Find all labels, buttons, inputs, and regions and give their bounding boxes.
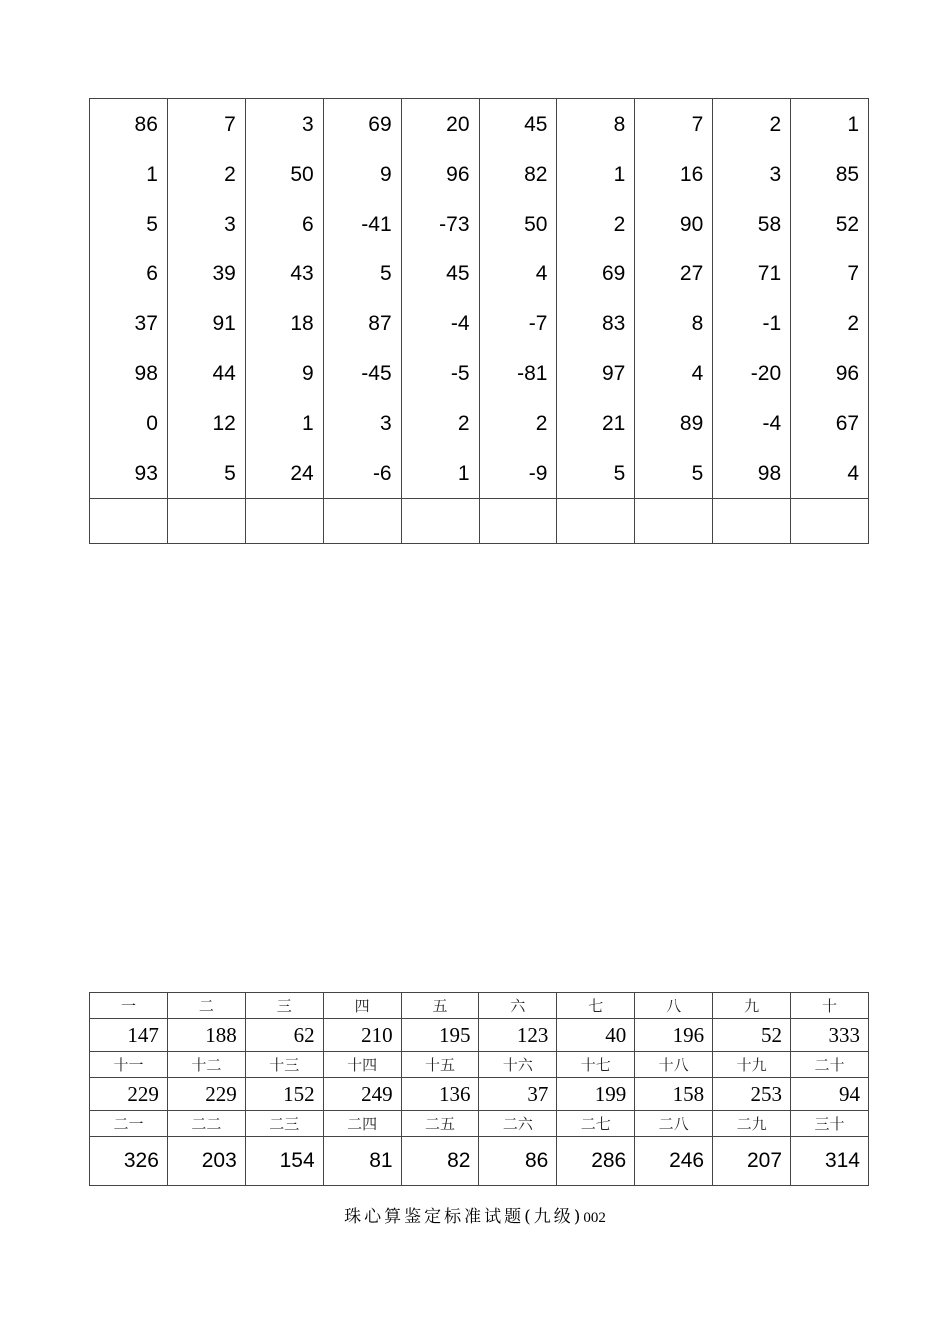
answer-value: 152: [245, 1078, 323, 1111]
question-number-label: 二九: [713, 1111, 791, 1137]
problem-number: 52: [835, 212, 860, 236]
problem-number: 9: [379, 162, 392, 186]
problem-number: 91: [212, 312, 236, 336]
problem-number: 20: [446, 113, 470, 136]
problem-number: 96: [446, 162, 470, 186]
question-number-label: 十八: [635, 1052, 713, 1078]
answer-box[interactable]: [635, 498, 712, 543]
question-number-label: 十九: [713, 1052, 791, 1078]
problem-numbers: [557, 99, 634, 498]
answer-value: 207: [713, 1137, 791, 1186]
problem-number: 2: [847, 312, 860, 336]
answer-value: 326: [90, 1137, 168, 1186]
problem-number: 1: [302, 411, 314, 435]
problem-number: 18: [290, 312, 314, 336]
problem-number: 39: [212, 262, 236, 286]
problem-number: 86: [134, 113, 158, 136]
problem-column: [402, 99, 480, 543]
question-number-label: 二七: [557, 1111, 635, 1137]
answer-value: 246: [635, 1137, 713, 1186]
question-number-label: 二: [167, 993, 245, 1019]
question-number-label: 十: [791, 993, 869, 1019]
problem-number: 9: [302, 361, 314, 385]
answer-value: 253: [713, 1078, 791, 1111]
problem-number: 3: [769, 162, 782, 186]
problem-number: 1: [146, 162, 158, 186]
problems-table: [89, 98, 869, 544]
problem-number: 16: [679, 162, 704, 186]
problem-number: 12: [212, 411, 236, 435]
problem-number: 0: [146, 411, 158, 435]
problem-number: 43: [290, 262, 314, 286]
problem-number: 85: [835, 162, 860, 186]
question-number-label: 七: [557, 993, 635, 1019]
problem-number: 4: [691, 361, 704, 385]
problem-number: 5: [691, 461, 704, 485]
problem-number: 3: [224, 212, 236, 236]
question-number-label: 十三: [245, 1052, 323, 1078]
problem-number: 7: [224, 113, 236, 136]
answer-value: 81: [323, 1137, 401, 1186]
problem-number: 50: [524, 212, 548, 236]
problem-number: -4: [450, 312, 470, 336]
problem-number: 37: [134, 312, 158, 336]
problem-column: [635, 99, 713, 543]
answer-value: 158: [635, 1078, 713, 1111]
problem-number: 21: [601, 411, 626, 435]
page-footer: [0, 1202, 950, 1227]
problem-numbers: [402, 99, 479, 498]
answer-key-table: [89, 992, 869, 1186]
question-number-label: 三十: [791, 1111, 869, 1137]
problem-numbers: [324, 99, 401, 498]
question-number-label: 三: [245, 993, 323, 1019]
problem-number: 87: [368, 312, 392, 336]
answer-value: 188: [167, 1019, 245, 1052]
problem-number: 1: [613, 162, 626, 186]
problem-number: 2: [224, 162, 236, 186]
problem-number: 45: [524, 113, 548, 136]
problem-number: 5: [379, 262, 392, 286]
question-number-label: 十五: [401, 1052, 479, 1078]
problem-number: 7: [691, 113, 704, 136]
problem-number: -6: [372, 461, 392, 485]
answer-value: 196: [635, 1019, 713, 1052]
problem-number: 6: [146, 262, 158, 286]
problem-number: 27: [679, 262, 704, 286]
question-number-label: 二十: [791, 1052, 869, 1078]
answer-box[interactable]: [557, 498, 634, 543]
problem-number: -73: [439, 212, 470, 236]
problem-number: -4: [762, 411, 782, 435]
problem-numbers: [246, 99, 323, 498]
problem-number: 44: [212, 361, 236, 385]
answer-key-value-row: [90, 1078, 869, 1111]
question-number-label: 二一: [90, 1111, 168, 1137]
answer-box[interactable]: [791, 498, 868, 543]
problem-numbers: [635, 99, 712, 498]
problem-number: 1: [457, 461, 470, 485]
problem-number: 93: [134, 461, 158, 485]
answer-box[interactable]: [246, 498, 323, 543]
question-number-label: 八: [635, 993, 713, 1019]
answer-value: 52: [713, 1019, 791, 1052]
question-number-label: 二六: [479, 1111, 557, 1137]
answer-box[interactable]: [402, 498, 479, 543]
answer-value: 203: [167, 1137, 245, 1186]
problem-number: 5: [224, 461, 236, 485]
problem-number: 4: [535, 262, 548, 286]
answer-value: 40: [557, 1019, 635, 1052]
footer-code: 002: [583, 1210, 606, 1226]
answer-box[interactable]: [713, 498, 790, 543]
question-number-label: 十一: [90, 1052, 168, 1078]
problem-column: [90, 99, 168, 543]
problem-number: -45: [361, 361, 392, 385]
question-number-label: 六: [479, 993, 557, 1019]
answer-key-label-row: [90, 1111, 869, 1137]
answer-value: 314: [791, 1137, 869, 1186]
problem-number: 58: [757, 212, 782, 236]
problem-number: 2: [769, 113, 782, 136]
answer-value: 82: [401, 1137, 479, 1186]
problem-number: 5: [146, 212, 158, 236]
problem-number: -9: [528, 461, 548, 485]
answer-value: 286: [557, 1137, 635, 1186]
answer-value: 229: [167, 1078, 245, 1111]
problem-number: 69: [601, 262, 626, 286]
problem-number: 6: [302, 212, 314, 236]
problem-number: 90: [679, 212, 704, 236]
question-number-label: 十六: [479, 1052, 557, 1078]
question-number-label: 十七: [557, 1052, 635, 1078]
footer-title: 珠心算鉴定标准试题(九级): [344, 1207, 584, 1227]
problem-column: [246, 99, 324, 543]
problem-number: 3: [302, 113, 314, 136]
problem-numbers: [90, 99, 167, 498]
problem-column: [713, 99, 791, 543]
question-number-label: 二二: [167, 1111, 245, 1137]
answer-value: 62: [245, 1019, 323, 1052]
answer-value: 147: [90, 1019, 168, 1052]
problem-number: 3: [379, 411, 392, 435]
problem-numbers: [480, 99, 557, 498]
answer-value: 37: [479, 1078, 557, 1111]
answer-box[interactable]: [324, 498, 401, 543]
problem-number: 98: [134, 361, 158, 385]
problem-number: 67: [835, 411, 860, 435]
answer-value: 136: [401, 1078, 479, 1111]
question-number-label: 二三: [245, 1111, 323, 1137]
problem-number: -5: [450, 361, 470, 385]
problem-column: [791, 99, 868, 543]
problem-number: 71: [757, 262, 782, 286]
answer-key-label-row: [90, 1052, 869, 1078]
problem-number: -81: [517, 361, 548, 385]
question-number-label: 五: [401, 993, 479, 1019]
question-number-label: 二四: [323, 1111, 401, 1137]
question-number-label: 四: [323, 993, 401, 1019]
answer-value: 210: [323, 1019, 401, 1052]
problem-number: 96: [835, 361, 860, 385]
answer-key-label-row: [90, 993, 869, 1019]
problem-numbers: [713, 99, 790, 498]
problem-number: 2: [535, 411, 548, 435]
answer-key-value-row: [90, 1019, 869, 1052]
problem-column: [480, 99, 558, 543]
problem-number: 5: [613, 461, 626, 485]
answer-value: 86: [479, 1137, 557, 1186]
answer-key-value-row: [90, 1137, 869, 1186]
problem-number: 69: [368, 113, 392, 136]
answer-value: 199: [557, 1078, 635, 1111]
problem-number: 98: [757, 461, 782, 485]
problem-number: 89: [679, 411, 704, 435]
problem-column: [168, 99, 246, 543]
question-number-label: 二八: [635, 1111, 713, 1137]
answer-value: 195: [401, 1019, 479, 1052]
answer-value: 123: [479, 1019, 557, 1052]
problem-number: 4: [847, 461, 860, 485]
problem-numbers: [168, 99, 245, 498]
question-number-label: 九: [713, 993, 791, 1019]
problem-number: 83: [601, 312, 626, 336]
problem-number: -41: [361, 212, 392, 236]
problem-number: 50: [290, 162, 314, 186]
question-number-label: 十二: [167, 1052, 245, 1078]
problem-column: [557, 99, 635, 543]
problem-number: 82: [524, 162, 548, 186]
answer-box[interactable]: [90, 498, 167, 543]
problem-number: 7: [847, 262, 860, 286]
problem-numbers: [791, 99, 868, 498]
problem-number: 24: [290, 461, 314, 485]
answer-value: 94: [791, 1078, 869, 1111]
answer-box[interactable]: [480, 498, 557, 543]
problem-number: 1: [847, 113, 860, 136]
problem-number: 2: [613, 212, 626, 236]
answer-value: 333: [791, 1019, 869, 1052]
answer-value: 154: [245, 1137, 323, 1186]
problem-number: 8: [691, 312, 704, 336]
problem-number: -20: [750, 361, 782, 385]
problem-number: 2: [457, 411, 470, 435]
question-number-label: 二五: [401, 1111, 479, 1137]
problem-number: 97: [601, 361, 626, 385]
problem-number: -1: [762, 312, 782, 336]
answer-value: 229: [90, 1078, 168, 1111]
question-number-label: 一: [90, 993, 168, 1019]
answer-value: 249: [323, 1078, 401, 1111]
problem-column: [324, 99, 402, 543]
problem-number: -7: [528, 312, 548, 336]
question-number-label: 十四: [323, 1052, 401, 1078]
problem-number: 45: [446, 262, 470, 286]
answer-box[interactable]: [168, 498, 245, 543]
problem-number: 8: [613, 113, 626, 136]
